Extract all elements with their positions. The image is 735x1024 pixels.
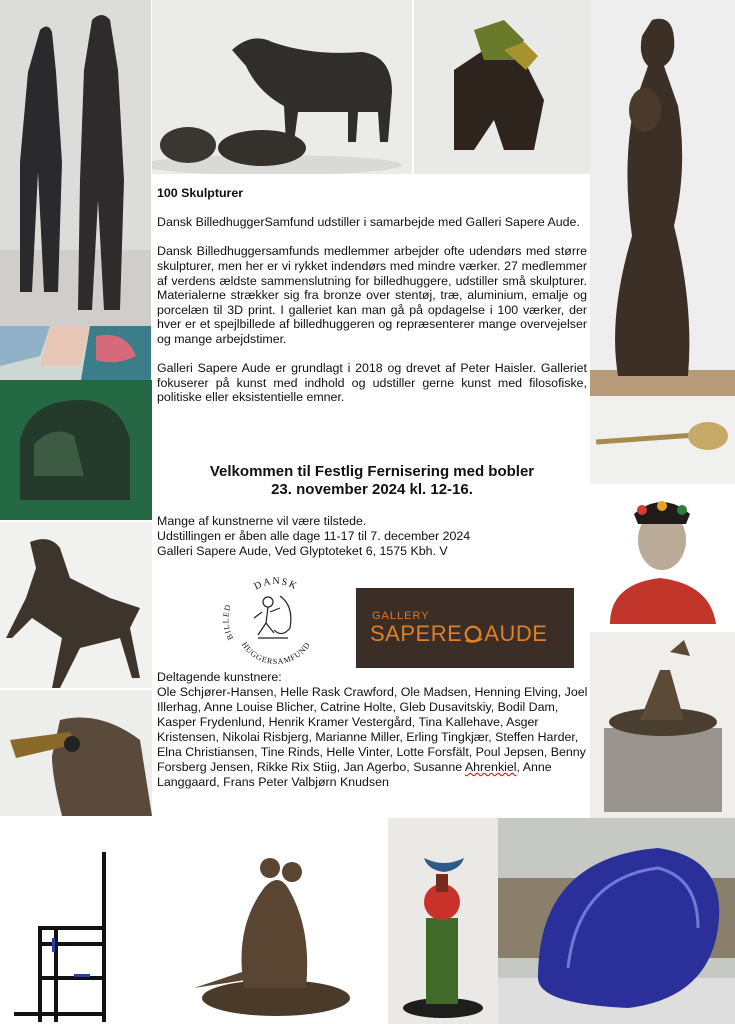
photo-ceramic-abstract — [414, 0, 590, 174]
sa-logo-sapere: SAPERE — [370, 621, 463, 646]
dbs-logo — [218, 562, 334, 672]
svg-text:HUGGERSAMFUND — [240, 640, 312, 666]
participants-names-part-1: Ole Schjører-Hansen, Helle Rask Crawford, Ole Madsen, Henning Elving, Joel Illerhag, Anne Louise Blicher, Catrine Holte, Gleb Dusavitskiy, Bodil Dam, Kasper Frydenlund, Henrik Kramer Vestergård, Tina Kallehave, Asger Kristensen, Nikolai Risbjerg, Marianne Miller, Erling Tingkjær, Steffen Harder, Elna Christiansen, Tine Rinds, Helle Vinter, Lotte Forsfält, Poul Jepsen, Benny Forsberg Jensen, Rikke Rix Stiig, Jan Agerbo, Susanne — [157, 685, 588, 774]
photo-totem — [388, 818, 498, 1024]
event-info — [157, 514, 587, 559]
spellcheck-flagged-name: Ahrenkiel — [464, 760, 517, 774]
photo-chair-drawing — [0, 818, 164, 1024]
heading: 100 Skulpturer — [157, 186, 244, 200]
participants-section — [157, 670, 589, 790]
photo-woman-bust — [590, 484, 735, 630]
dbs-logo-left: BILLED — [221, 602, 236, 642]
sa-ring-icon — [463, 624, 483, 644]
gallery-paragraph: Galleri Sapere Aude er grundlagt i 2018 og drevet af Peter Haisler. Galleriet fokuserer på kunst med indhold og udstiller gerne kunst med filosofiske, politiske eller eksistentielle emner. — [157, 361, 587, 405]
info-line-1: Mange af kunstnerne vil være tilstede. — [157, 514, 367, 528]
photo-mother-child — [590, 0, 735, 396]
sapere-aude-logo — [356, 588, 574, 668]
photo-bird-head — [0, 690, 152, 816]
photo-seated-couple — [164, 818, 388, 1024]
description-paragraph: Dansk Billedhuggersamfunds medlemmer arbejder ofte udendørs med større skulpturer, men her er vi rykket indendørs med mindre værker. 27 medlemmer af verdens ældste sammenslutning for billedhuggere, udstiller små skulpturer. Materialerne strækker sig fra bronze over stentøj, træ, aluminium, emalje og porcelæn til 3D print. I galleriet kan man gå på opdagelse i 100 værker, der hver er et spejlbillede af billedhuggeren og repræsenterer mange overvejelser og mange arbejdstimer. — [157, 244, 587, 346]
participants-names-part-2: , Anne Langgaard, Frans Peter Valbjørn Knudsen — [157, 760, 552, 789]
info-line-2: Udstillingen er åben alle dage 11-17 til 7. december 2024 — [157, 529, 471, 543]
photo-bronze-block — [0, 380, 152, 520]
main-text — [157, 186, 587, 420]
sculptor-figure-icon — [254, 596, 291, 638]
svg-text:DANSK — [252, 576, 299, 592]
headline-line-1: Velkommen til Festlig Fernisering med bobler — [209, 463, 535, 480]
svg-text:BILLED — [221, 603, 235, 641]
dbs-logo-bottom: HUGGERSAMFUND — [239, 640, 313, 667]
info-line-3: Galleri Sapere Aude, Ved Glyptoteket 6, 1575 Kbh. V — [157, 544, 448, 558]
participants-label: Deltagende kunstnere: — [157, 670, 282, 684]
sa-logo-gallery: GALLERY — [372, 610, 430, 622]
photo-fountain-pedestal — [590, 632, 735, 818]
photo-sheep-sculpture — [152, 0, 412, 174]
dbs-logo-top: DANSK — [252, 575, 300, 593]
intro-paragraph: Dansk BilledhuggerSamfund udstiller i samarbejde med Galleri Sapere Aude. — [157, 215, 580, 230]
photo-mosaic — [0, 326, 151, 380]
photo-golden-spoon — [590, 396, 735, 484]
sa-logo-aude: AUDE — [484, 621, 548, 646]
participants-list — [157, 685, 589, 790]
photo-horse-rider — [0, 522, 152, 688]
photo-blue-woven-form — [498, 818, 735, 1024]
headline-line-2: 23. november 2024 kl. 12-16. — [271, 481, 473, 498]
photo-standing-figures — [0, 0, 151, 326]
event-headline — [157, 463, 587, 499]
